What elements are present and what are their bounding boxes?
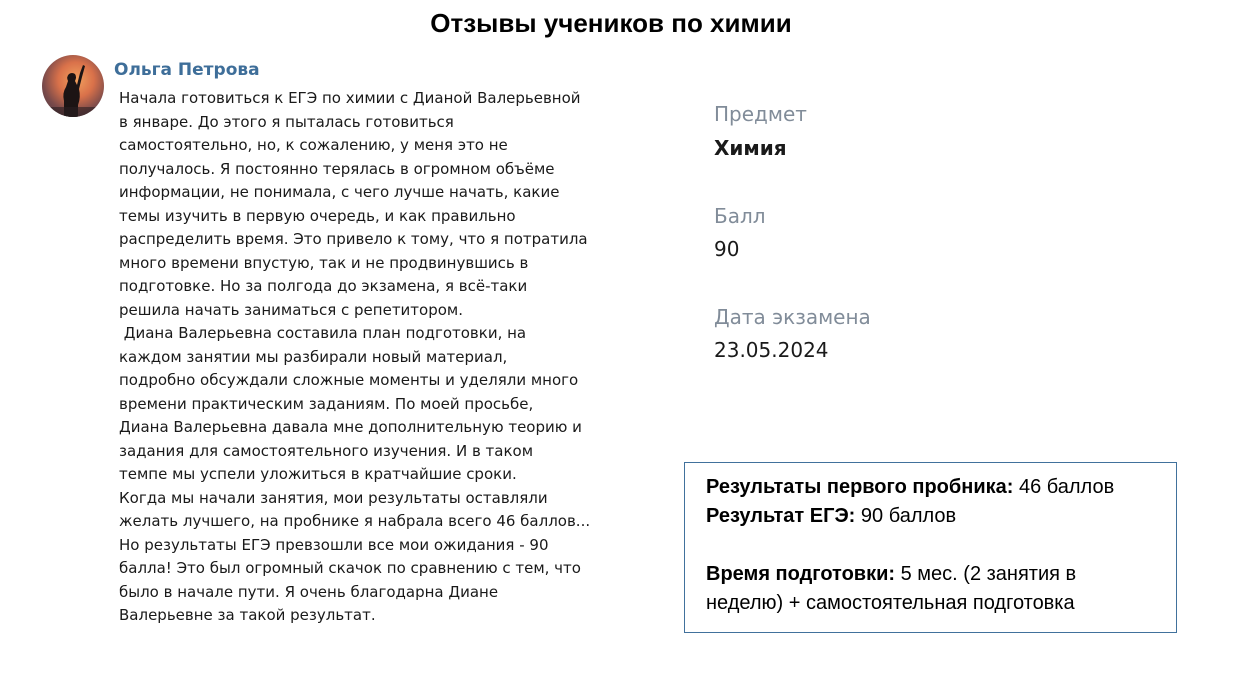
ege-value: 90 баллов bbox=[855, 505, 957, 527]
review-line: времени практическим заданиям. По моей просьбе, bbox=[119, 394, 534, 413]
review-line: Но результаты ЕГЭ превзошли все мои ожидания - 90 bbox=[119, 535, 549, 554]
review-line: темпе мы успели уложиться в кратчайшие сроки. bbox=[119, 465, 517, 483]
review-line: балла! Это был огромный скачок по сравнению с тем, что bbox=[119, 559, 581, 577]
review-line: каждом занятии мы разбирали новый материал, bbox=[119, 347, 508, 366]
review-line: подготовке. Но за полгода до экзамена, я всё-таки bbox=[119, 277, 528, 295]
ege-label: Результат ЕГЭ: bbox=[706, 505, 856, 527]
review-line: Диана Валерьевна давала мне дополнительную теорию и bbox=[119, 418, 582, 436]
review-line: Диана Валерьевна составила план подготовки, на bbox=[119, 324, 527, 342]
review-line: много времени впустую, так и не продвинувшись в bbox=[119, 253, 529, 272]
review-line: подробно обсуждали сложные моменты и уделяли много bbox=[119, 371, 579, 389]
prep-time bbox=[706, 560, 1176, 589]
review-line: в январе. До этого я пыталась готовиться bbox=[119, 112, 454, 131]
first-mock-label: Результаты первого пробника: bbox=[706, 476, 1014, 498]
avatar[interactable] bbox=[42, 55, 104, 117]
prep-time-continued bbox=[706, 589, 1176, 618]
subject-value: Химия bbox=[714, 136, 787, 160]
avatar-silhouette-icon bbox=[42, 55, 104, 117]
review-line: Когда мы начали занятия, мои результаты оставляли bbox=[119, 488, 548, 507]
first-mock-value: 46 баллов bbox=[1013, 476, 1115, 498]
page-title: Отзывы учеников по химии bbox=[430, 8, 792, 38]
ege-result bbox=[706, 502, 1176, 531]
exam-date-label: Дата экзамена bbox=[714, 305, 871, 329]
spacer bbox=[706, 531, 1176, 560]
review-line: желать лучшего, на пробнике я набрала всего 46 баллов... bbox=[119, 512, 591, 530]
review-line: распределить время. Это привело к тому, что я потратила bbox=[119, 230, 588, 248]
review-line: Начала готовиться к ЕГЭ по химии с Дианой Валерьевной bbox=[119, 89, 581, 107]
review-line: темы изучить в первую очередь, и как правильно bbox=[119, 206, 516, 225]
exam-date-value: 23.05.2024 bbox=[714, 338, 829, 362]
review-line: информации, не понимала, с чего лучше начать, какие bbox=[119, 183, 560, 201]
prep-value-line2: неделю) + самостоятельная подготовка bbox=[706, 592, 1075, 614]
review-line: получалось. Я постоянно терялась в огромном объёме bbox=[119, 159, 555, 178]
review-line: было в начале пути. Я очень благодарна Диане bbox=[119, 582, 499, 601]
subject-label: Предмет bbox=[714, 102, 807, 126]
first-mock-result bbox=[706, 473, 1176, 502]
review-line: задания для самостоятельного изучения. И в таком bbox=[119, 441, 534, 460]
review-line: решила начать заниматься с репетитором. bbox=[119, 300, 464, 319]
review-line: Валерьевне за такой результат. bbox=[119, 606, 376, 624]
review-line: самостоятельно, но, к сожалению, у меня это не bbox=[119, 136, 508, 154]
prep-label: Время подготовки: bbox=[706, 563, 896, 585]
score-value: 90 bbox=[714, 237, 740, 261]
review-text bbox=[119, 87, 589, 628]
results-summary-box bbox=[684, 462, 1177, 633]
review-author-link[interactable]: Ольга Петрова bbox=[114, 60, 260, 80]
score-label: Балл bbox=[714, 204, 766, 228]
prep-value-line1: 5 мес. (2 занятия в bbox=[895, 563, 1077, 585]
